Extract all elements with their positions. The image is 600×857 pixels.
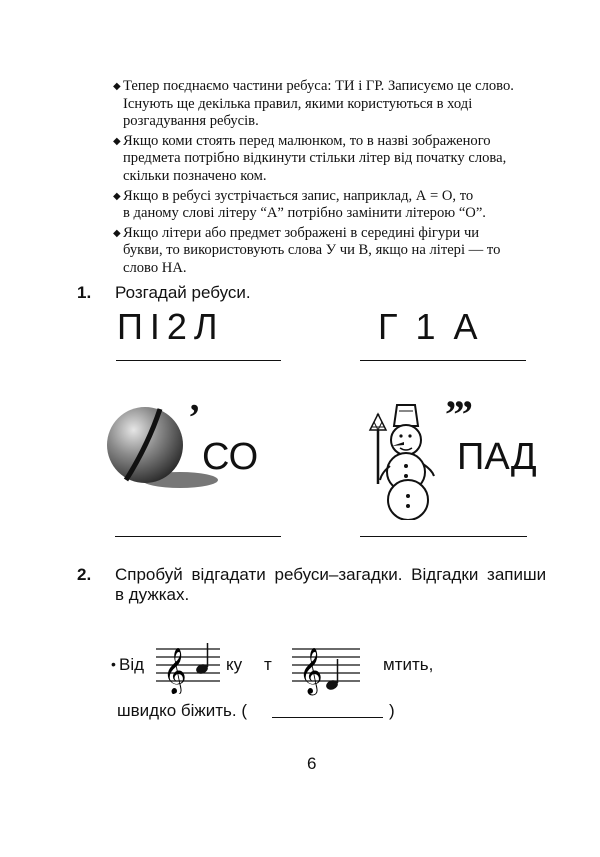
answer-line-2[interactable] (360, 360, 526, 361)
rule-line: букви, то використовують слова У чи В, якщо на літері — то (123, 242, 501, 259)
riddle-line-2: швидко біжить. ( (117, 701, 248, 720)
rebus-pi2l: ПІ2Л (117, 306, 225, 347)
answer-line-4[interactable] (360, 536, 527, 537)
rebus-word-pad: ПАД (457, 436, 537, 478)
rule-item (113, 133, 553, 186)
task-1-number: 1. (77, 283, 92, 302)
rule-item (113, 225, 553, 278)
riddle-word-vid: Від (119, 655, 145, 674)
rule-item (113, 78, 553, 131)
riddle-answer-field[interactable] (272, 717, 383, 718)
diamond-bullet-icon: ◆ (113, 227, 121, 239)
music-staff-la-icon (156, 640, 222, 694)
rule-line: скільки позначено ком. (123, 167, 267, 184)
snowman-commas: ’’’ (444, 392, 473, 437)
snowman-image (352, 400, 442, 520)
ball-comma: ’ (188, 397, 201, 439)
answer-line-1[interactable] (116, 360, 281, 361)
task-2-instruction-line2: в дужках. (115, 585, 190, 604)
rule-line: предмета потрібно відкинути стільки літер від початку слова, (123, 150, 507, 167)
task-2-number: 2. (77, 565, 92, 584)
riddle-word-ku: ку (226, 655, 243, 674)
riddle-bullet: • (111, 656, 116, 672)
diamond-bullet-icon: ◆ (113, 135, 121, 147)
rule-line: Якщо в ребусі зустрічається запис, наприклад, А = О, то (123, 187, 474, 204)
diamond-bullet-icon: ◆ (113, 81, 121, 92)
riddle-word-t: т (264, 655, 272, 674)
rule-line: розгадування ребусів. (123, 113, 259, 130)
answer-line-3[interactable] (115, 536, 281, 537)
page-number: 6 (307, 754, 317, 773)
rule-line: Якщо літери або предмет зображені в середині фігури чи (123, 224, 480, 241)
rule-line: слово НА. (123, 259, 187, 276)
svg-text:𝄞: 𝄞 (163, 648, 187, 694)
rule-line: Якщо коми стоять перед малюнком, то в назві зображеного (123, 132, 491, 149)
task-2-instruction-line1: Спробуй відгадати ребуси–загадки. Відгадки запиши (115, 565, 547, 584)
rule-line: Тепер поєднаємо частини ребуса: ТИ і ГР. Записуємо це слово. (123, 78, 514, 94)
rebus-word-so: СО (202, 436, 259, 478)
rule-line: в даному слові літеру “А” потрібно замінити літерою “О”. (123, 205, 486, 222)
diamond-bullet-icon: ◆ (113, 190, 121, 202)
task-1-instruction: Розгадай ребуси. (115, 283, 251, 302)
riddle-word-mtyt: мтить, (383, 655, 434, 674)
music-staff-re-icon (292, 640, 362, 696)
intro-rules-list (113, 78, 553, 280)
rebus-g1a: Г 1 А (378, 306, 482, 347)
svg-text:𝄞: 𝄞 (299, 648, 323, 694)
rule-line: Існують ще декілька правил, якими користуються в ході (123, 95, 473, 112)
riddle-close-paren: ) (389, 701, 395, 720)
rule-item (113, 188, 553, 223)
